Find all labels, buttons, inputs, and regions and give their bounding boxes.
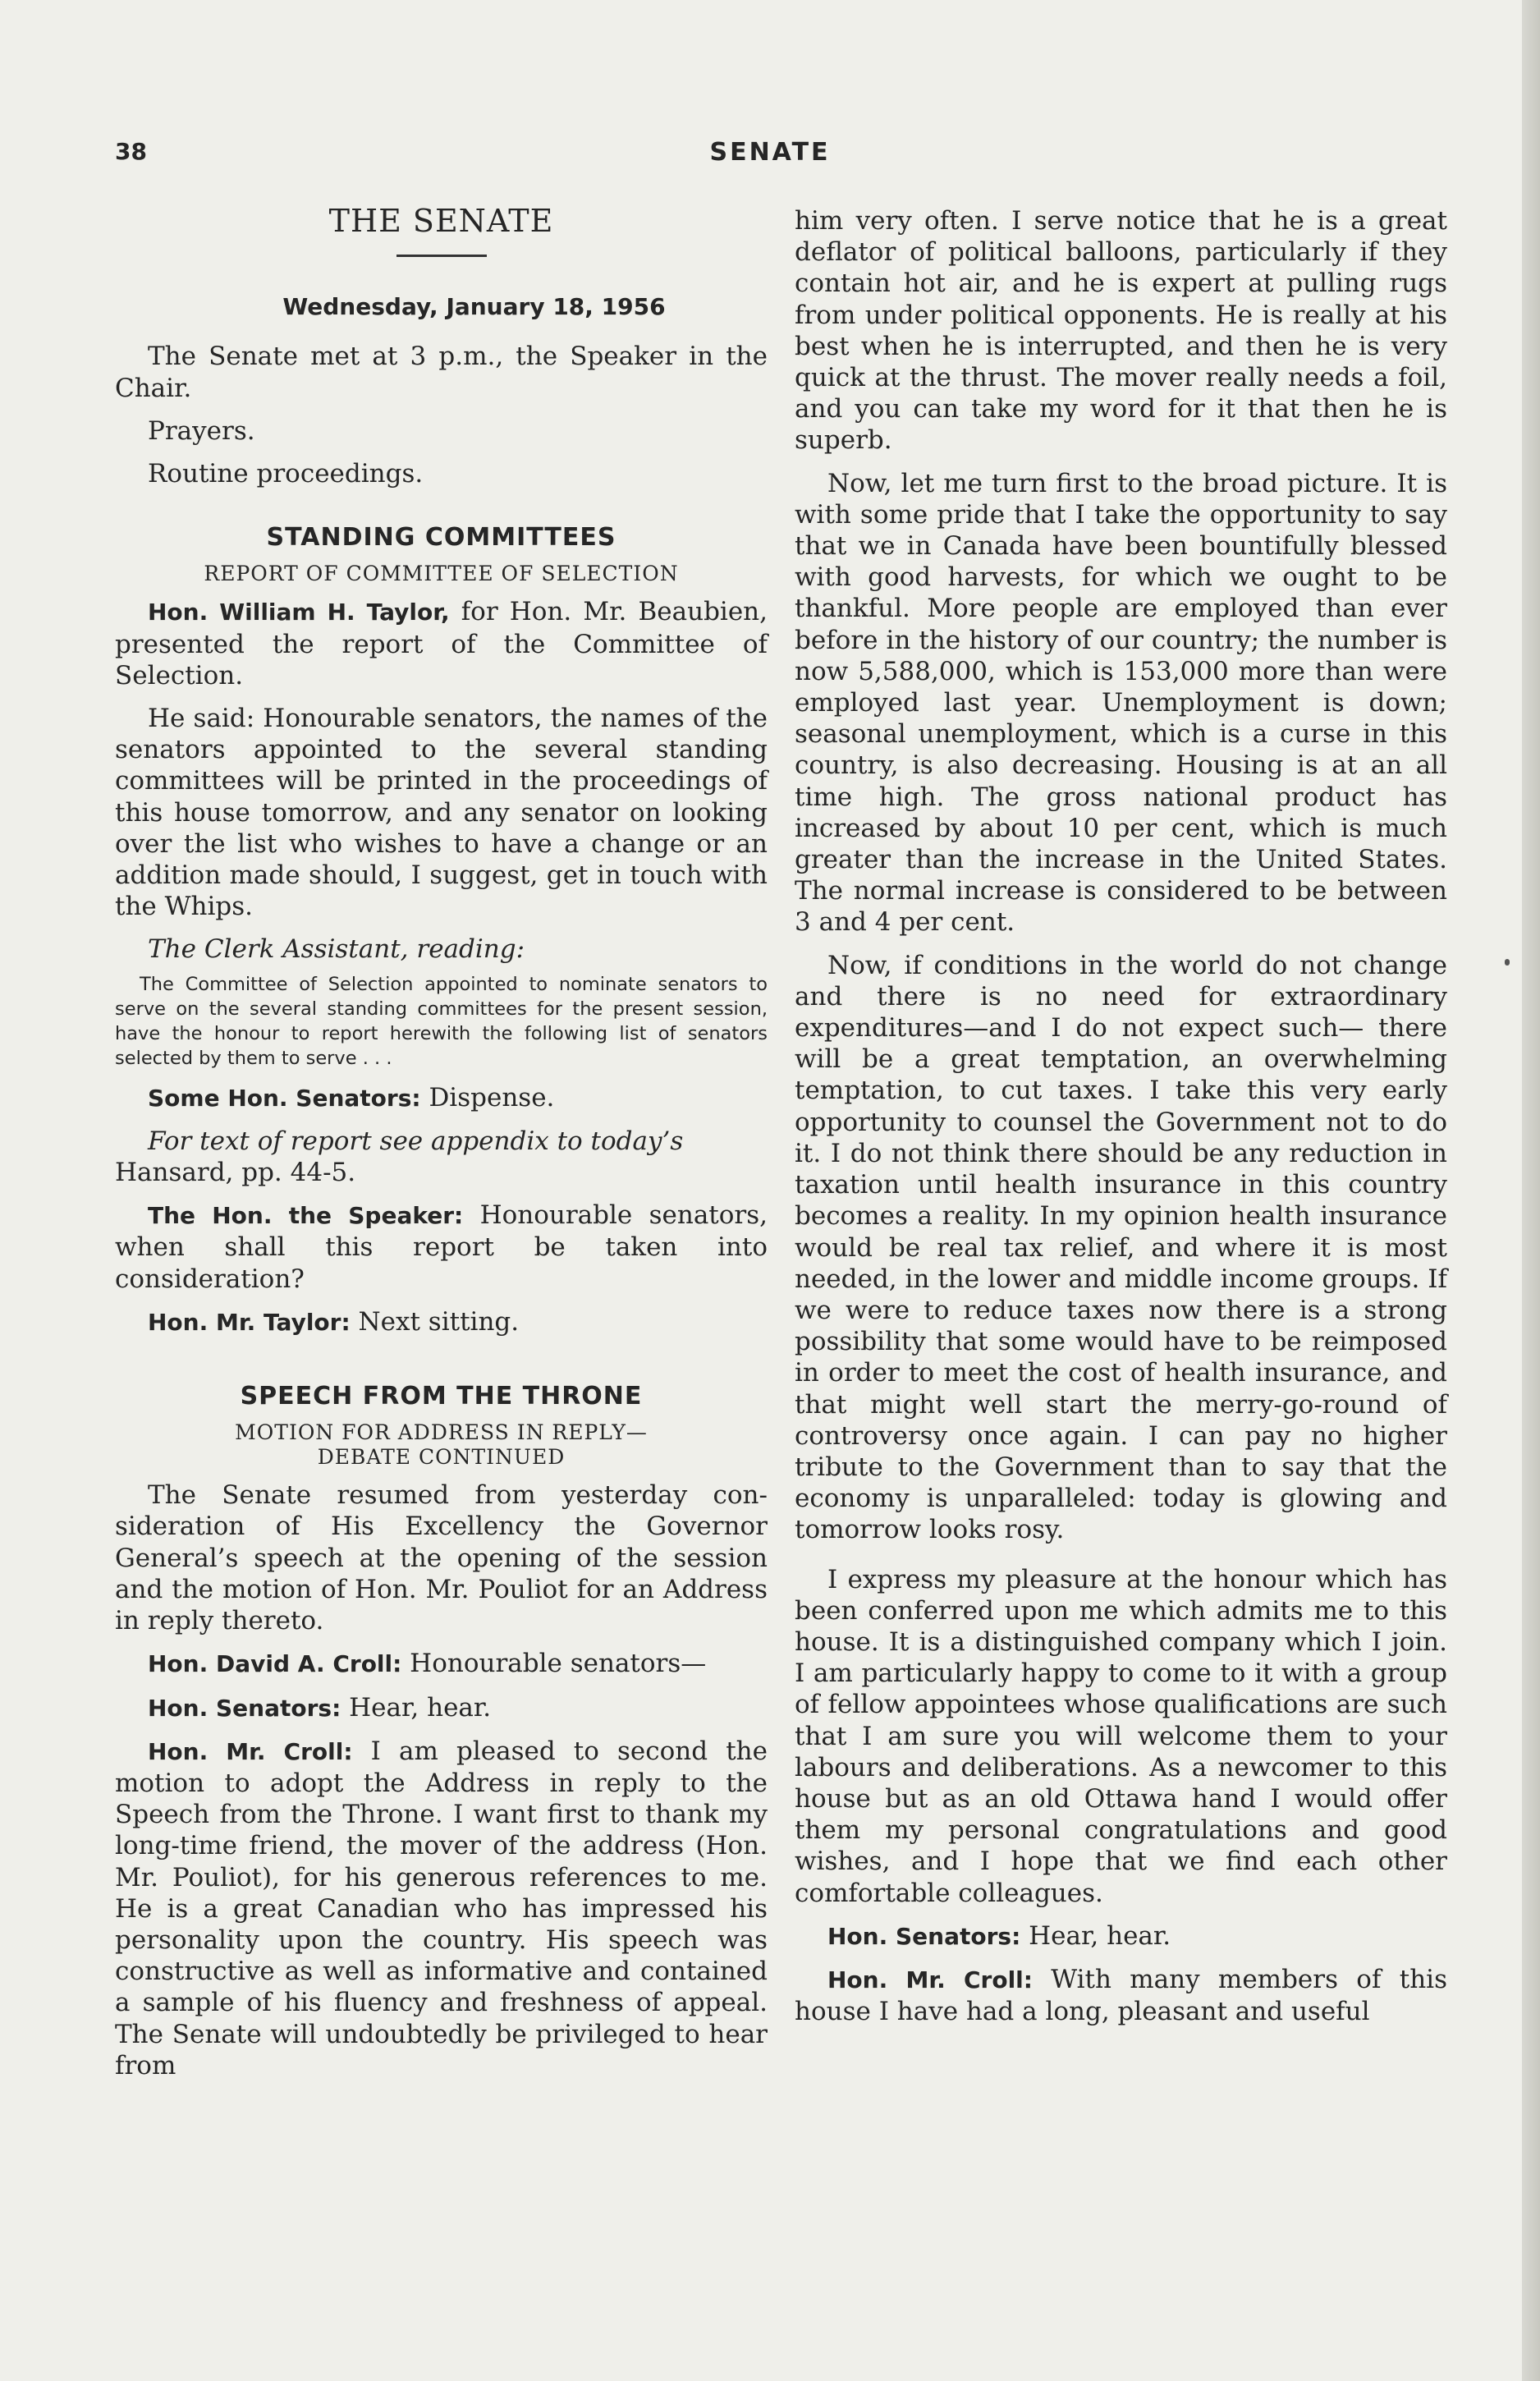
running-title: SENATE — [709, 138, 831, 167]
right-column — [795, 205, 1447, 2039]
paragraph-routine: Routine proceedings. — [148, 459, 424, 489]
paragraph-croll-open — [115, 1648, 768, 1680]
paragraph-met: The Senate met at 3 p.m., the Speaker in the Chair. — [115, 342, 768, 403]
paragraph-next-sitting — [115, 1306, 768, 1338]
running-head — [115, 138, 1425, 171]
appendix-note: For text of report see appendix to today’s — [148, 1126, 684, 1156]
paragraph-broad-picture: Now, let me turn first to the broad picture. It is with some pride that I take the opportunity to say that we in Canada have been bountifully blessed with good harvests, for which we ought to be thankful. More people are employed than ever before in the history of our country; the number is now 5,588,000, which is 153,000 more than were employed last year. Unemployment is down; seasonal unemployment, which is a curse in this country, is also decreasing. Housing is at an all time high. The gross national product has increased by about 10 per cent, which is much greater than the increase in the United States. The normal increase is considered to be between 3 and 4 per cent. — [795, 468, 1447, 938]
speaker-name: Hon. David A. Croll: — [148, 1650, 402, 1678]
speech-text: for Hon. Mr. Beaubien, presented the report of the Committee of Selection. — [115, 597, 768, 690]
speaker-name: Some Hon. Senators: — [148, 1084, 421, 1112]
speech-text: Honourable senators, when shall this report be taken into consideration? — [115, 1200, 768, 1294]
paragraph-prayers: Prayers. — [148, 415, 255, 446]
speech-text: Hear, hear. — [341, 1692, 492, 1723]
speech-text: Next sitting. — [350, 1306, 520, 1337]
speaker-name: Hon. Senators: — [827, 1922, 1021, 1950]
paragraph-pleasure: I express my pleasure at the honour which has been conferred upon me which admits me to this house. It is a distinguished company which I join. I am particularly happy to come to it with a group of fellow appointees whose qualifications are such that I am sure you will welcome them to your labours and deliberations. As a newcomer to this house but as an old Ottawa hand I would offer them my personal congratulations and good wishes, and I hope that we find each other comfortable colleagues. — [795, 1564, 1447, 1908]
subheading-debate: DEBATE CONTINUED — [317, 1445, 566, 1470]
paragraph-resumed: The Senate resumed from yesterday consideration of His Excellency the Governor General’s speech at the opening of the session and the motion of Hon. Mr. Pouliot for an Address in reply thereto. — [115, 1480, 768, 1636]
speech-text: Hear, hear. — [1020, 1920, 1171, 1951]
title-rule — [396, 255, 487, 257]
speech-text: With many members of this house I have had a long, pleasant and useful — [795, 1964, 1447, 2027]
report-excerpt: The Committee of Selection appointed to nominate senators to serve on the several standing committees for the present session, have the honour to report herewith the following list of senators selected by them to serve . . . — [115, 973, 768, 1069]
hansard-reference: Hansard, pp. 44-5. — [115, 1158, 356, 1188]
paragraph-taylor — [115, 596, 768, 691]
speech-text: Dispense. — [420, 1082, 555, 1113]
speaker-name: Hon. Mr. Croll: — [148, 1737, 353, 1765]
clerk-reading: The Clerk Assistant, reading: — [148, 934, 525, 965]
speaker-name: Hon. Senators: — [148, 1694, 341, 1722]
paragraph-speaker — [115, 1200, 768, 1295]
paragraph-taxes: Now, if conditions in the world do not change and there is no need for extraordinary expenditures—and I do not expect such— there will be a great temptation, an overwhelming temptation, to cut taxes. I take this very early opportunity to counsel the Government not to do it. I do not think there should be any reduction in taxation until health insurance in this country becomes a reality. In my opinion health insurance would be real tax relief, and where it is most needed, in the lower and middle income groups. If we were to reduce taxes now there is a strong possibility that some would have to be reimposed in order to meet the cost of health insurance, and that might well start the merry-go-round of controversy once again. I can pay no higher tribute to the Government than to say that the economy is unparalleled: today is glowing and tomorrow looks rosy. — [795, 950, 1447, 1545]
paragraph-dispense — [115, 1082, 768, 1114]
paragraph-hear-hear — [115, 1692, 768, 1724]
paragraph-he-said: He said: Honourable senators, the names of the senators appointed to the several standing committees will be printed in the proceedings of this house tomorrow, and any senator on looking over the list who wishes to have a change or an addition made should, I suggest, get in touch with the Whips. — [115, 704, 768, 922]
page-number: 38 — [115, 138, 147, 165]
margin-mark — [1505, 959, 1510, 966]
speaker-name: Hon. Mr. Croll: — [827, 1966, 1033, 1993]
section-heading-standing-committees: STANDING COMMITTEES — [266, 523, 616, 553]
paragraph-continued: him very often. I serve notice that he is a great deflator of political balloons, particularly if they contain hot air, and he is expert at pulling rugs from under political opponents. He is really at his best when he is interrupted, and then he is very quick at the thrust. The mover really needs a foil, and you can take my word for it that then he is superb. — [795, 206, 1447, 456]
speech-text: Honourable senators— — [401, 1649, 707, 1679]
paragraph-hear-hear-2 — [795, 1920, 1447, 1952]
section-heading-speech-throne: SPEECH FROM THE THRONE — [240, 1382, 643, 1411]
page-edge — [1522, 0, 1540, 2381]
speaker-name: The Hon. the Speaker: — [148, 1202, 464, 1230]
speech-text: I am pleased to second the motion to adopt the Address in reply to the Speech from the Throne. I want first to thank my long-time friend, the mover of the address (Hon. Mr. Pouliot), for his generous references to me. He is a great Canadian who has impressed his personality upon the country. His speech was constructive as well as informative and contained a sample of his fluency and freshness of appeal. The Senate will undoubtedly be privileged to hear from — [115, 1736, 768, 2081]
page-title: THE SENATE — [328, 203, 554, 239]
subheading-report-selection: REPORT OF COMMITTEE OF SELECTION — [204, 562, 679, 586]
subheading-motion: MOTION FOR ADDRESS IN REPLY— — [235, 1420, 648, 1445]
speaker-name: Hon. Mr. Taylor: — [148, 1308, 351, 1336]
paragraph-croll-members — [795, 1964, 1447, 2027]
left-column — [115, 205, 768, 2093]
sitting-date: Wednesday, January 18, 1956 — [282, 293, 666, 321]
speaker-name: Hon. William H. Taylor, — [148, 599, 450, 626]
paragraph-croll-speech — [115, 1736, 768, 2081]
